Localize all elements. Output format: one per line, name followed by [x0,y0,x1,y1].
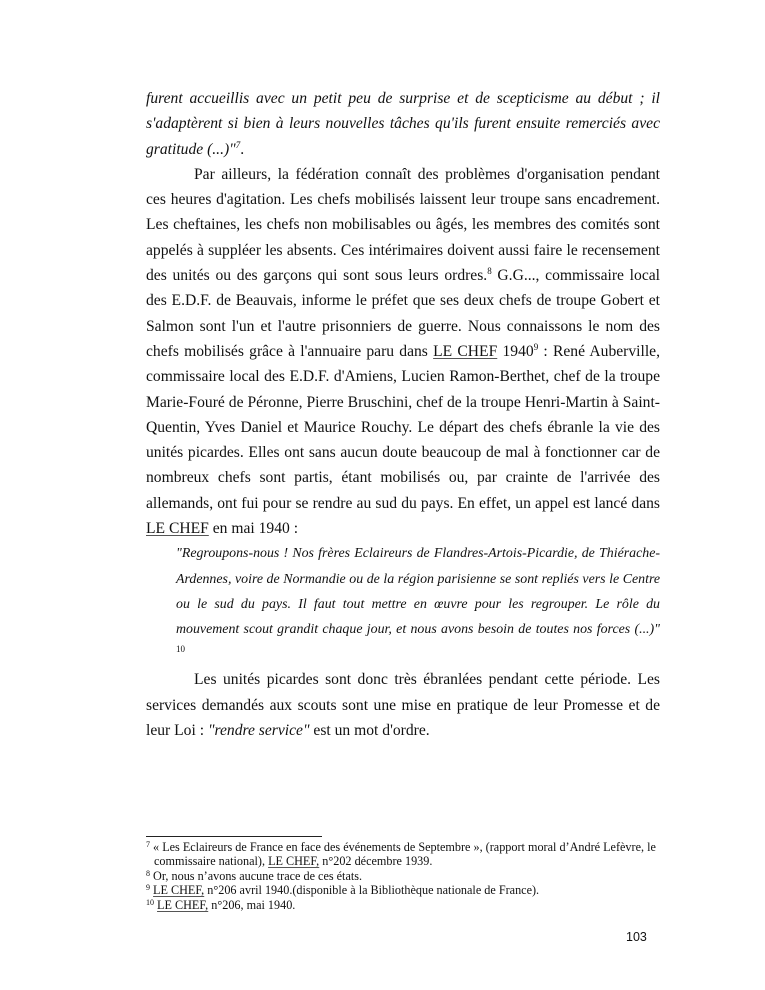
footnote-ref-10[interactable]: 10 [176,644,185,655]
footnote-ref-8[interactable]: 8 [487,266,492,277]
footnote-ref-9[interactable]: 9 [533,341,539,352]
footnote-9: $^9$ LE CHEF, n°206 avril 1940.(disponible à la Bibliothèque nationale de France). [146,883,540,898]
emphasis-rendre-service: "rendre service" [207,721,310,739]
journal-title-le-chef: LE CHEF [433,342,498,360]
block-quote: "Regroupons-nous ! Nos frères Eclaireurs de Flandres-Artois-Picardie, de Thiérache-Ardennes, voire de Normandie ou de la région parisienne se sont repliés vers le Centre ou le sud du pays. Il faut tout mettre en œuvre pour les regrouper. Le rôle du mouvement scout grandit chaque jour, et nous avons besoin de toutes nos forces (...)" $^{10}$ [176,546,660,655]
body-text [146,86,660,743]
footnote-separator [146,836,322,837]
footnote-8: $^8$ Or, nous n’avons aucune trace de ces états. [146,868,363,883]
page-number: 103 [626,930,647,944]
journal-title-le-chef: LE CHEF, [153,883,205,898]
paragraph-conclusion: Les unités picardes sont donc très ébranlées pendant cette période. Les services demandés aux scouts sont une mise en pratique de leur Promesse et de leur Loi : "rendre service" est un mot d'ordre. [146,671,660,739]
journal-title-le-chef: LE CHEF, [157,897,209,912]
journal-title-le-chef: LE CHEF [146,520,209,538]
paragraph-quote-continuation: furent accueillis avec un petit peu de surprise et de scepticisme au début ; il s'adaptèrent si bien à leurs nouvelles tâches qu'ils furent ensuite remerciés avec gratitude (...)"$^7$. [146,90,660,158]
footnote-7-continuation: commissaire national), LE CHEF, n°202 décembre 1939. [154,854,433,869]
journal-title-le-chef: LE CHEF, [268,854,320,869]
footnote-10: $^{10}$ LE CHEF, n°206, mai 1940. [146,897,296,912]
footnote-7: $^7$ « Les Eclaireurs de France en face des événements de Septembre », (rapport moral d’André Lefèvre, le [146,840,656,854]
paragraph-organisation: Par ailleurs, la fédération connaît des problèmes d'organisation pendant ces heures d'agitation. Les chefs mobilisés laissent leur troupe sans encadrement. Les cheftaines, les chefs non mobilisables ou âgés, les membres des comités sont appelés à suppléer les absents. Ces intérimaires doivent aussi faire le recensement des unités ou des garçons qui sont sous leurs ordres.$^8$ G.G..., commissaire local des E.D.F. de Beauvais, informe le préfet que ses deux chefs de troupe Gobert et Salmon sont l'un et l'autre prisonniers de guerre. Nous connaissons le nom des chefs mobilisés grâce à l'annuaire paru dans LE CHEF 1940$^9$ : René Auberville, commissaire local des E.D.F. d'Amiens, Lucien Ramon-Berthet, chef de la troupe Marie-Fouré de Péronne, Pierre Bruschini, chef de la troupe Henri-Martin à Saint-Quentin, Yves Daniel et Maurice Rouchy. Le départ des chefs ébranle la vie des unités picardes. Elles ont sans aucun doute beaucoup de mal à fonctionner car de nombreux chefs sont partis, étant mobilisés ou, par crainte de l'arrivée des allemands, ont fui pour se rendre au sud du pays. En effet, un appel est lancé dans LE CHEF en mai 1940 : [146,165,660,538]
footnote-ref-7[interactable]: 7 [235,139,241,150]
footnotes [146,840,666,912]
